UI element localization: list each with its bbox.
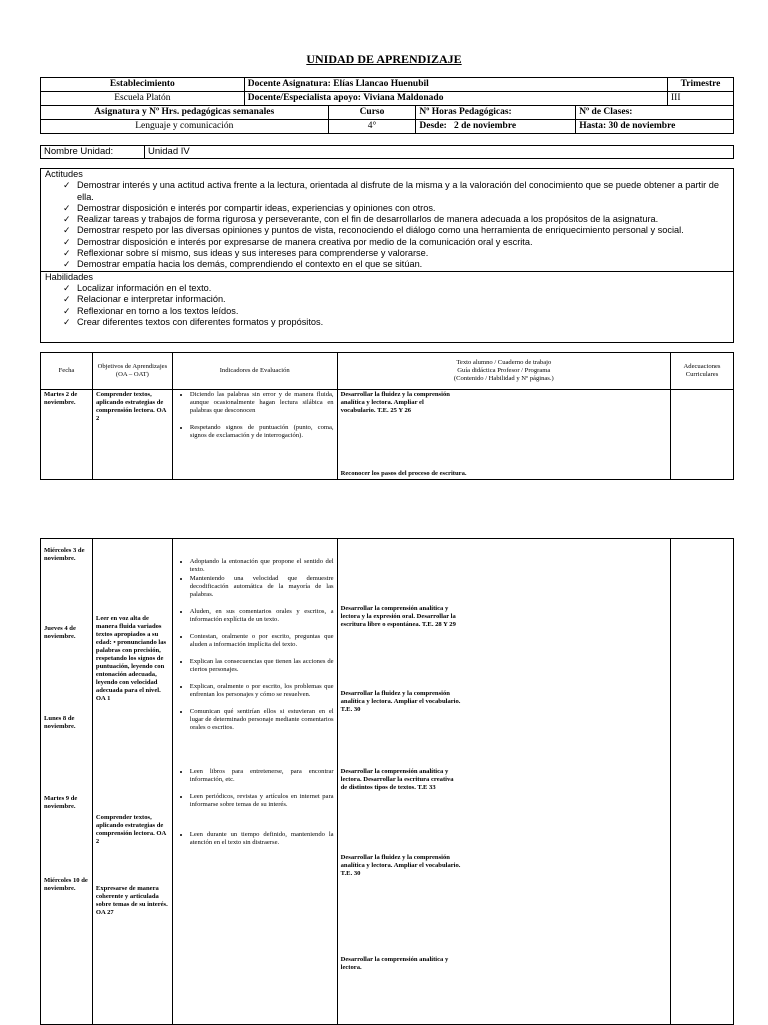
indicadores-header: Indicadores de Evaluación [172, 353, 337, 390]
indicador-item: • Explican las consecuencias que tienen las acciones de ciertos personajes. [190, 658, 334, 674]
especialista-label: Docente/Especialista apoyo: [247, 93, 361, 103]
habilidad-item: ✓ Crear diferentes textos con diferentes formatos y propósitos. [63, 317, 727, 328]
indicador-item: • Leen durante un tiempo definido, manteniendo la atención en el texto sin distraerse. [190, 831, 334, 847]
texto-entry: Desarrollar la fluidez y la comprensión analítica y lectora. Ampliar el vocabulario. T.E. 30 [340, 854, 461, 877]
actitud-item: ✓ Demostrar empatía hacia los demás, comprendiendo el contexto en el que se sitúan. [63, 259, 727, 270]
texto-item: Reconocer los pasos del proceso de escritura. [340, 470, 467, 477]
curso-label: Curso [328, 106, 416, 120]
texto-header-line: (Contenido / Habilidad y Nº páginas.) [453, 375, 554, 382]
actitud-item: ✓ Realizar tareas y trabajos de forma rigurosa y perseverante, con el fin de desarrollarlos de manera adecuada a los propósitos de la asignatura. [63, 214, 727, 225]
indicador-item: • Leen libros para entretenerse, para encontrar información, etc. [190, 768, 334, 784]
actitud-item: ✓ Demostrar respeto por las diversas opiniones y puntos de vista, reconociendo el diálogo como una herramienta de enriquecimiento personal y social. [63, 225, 727, 236]
desde-value: 2 de noviembre [453, 121, 517, 131]
actitud-item: ✓ Demostrar disposición e interés por compartir ideas, experiencias y opiniones con otros. [63, 203, 727, 214]
texto-entry: Desarrollar la comprensión analítica y lectora y la expresión oral. Desarrollar la escritura libre o espontánea. T.E. 28 Y 29 [340, 605, 456, 628]
texto-header-line: Texto alumno / Cuaderno de trabajo [456, 359, 552, 366]
unit-value: Unidad IV [145, 146, 734, 159]
texto-entry: Desarrollar la comprensión analítica y lectora. [340, 956, 449, 971]
indicador-item: • Comunican qué sentirían ellos si estuvieran en el lugar de determinado personaje mediante comentarios orales o escritos. [190, 708, 334, 732]
texto-entry: Desarrollar la fluidez y la comprensión analítica y lectora. Ampliar el vocabulario. T.E. 30 [340, 690, 461, 713]
clases-label: Nº de Clases: [576, 106, 734, 120]
habilidad-item: ✓ Reflexionar en torno a los textos leídos. [63, 306, 727, 317]
texto-header [337, 353, 670, 390]
hasta-cell [576, 120, 734, 134]
info-table [40, 77, 734, 134]
objetivos-cell [92, 539, 172, 1025]
indicadores-list [176, 391, 334, 440]
docente-label: Docente Asignatura: [247, 79, 331, 89]
objetivo-entry: Comprender textos, aplicando estrategias de comprensión lectora. OA 2 [95, 814, 166, 845]
fecha-cell: Martes 2 de noviembre. [41, 390, 93, 480]
indicador-item: • Explican, oralmente o por escrito, los problemas que enfrentan los personajes y cómo se resuelven. [190, 683, 334, 699]
indicador-item: • Manteniendo una velocidad que demuestre decodificación automática de la mayoría de las palabras. [190, 575, 334, 599]
especialista-cell [244, 92, 667, 106]
hasta-value: 30 de noviembre [608, 121, 676, 131]
habilidad-item: ✓ Relacionar e interpretar información. [63, 294, 727, 305]
docente-value: Elías Llancao Huenubil [333, 79, 429, 89]
texto-cell [337, 390, 670, 480]
indicador-item: • Diciendo las palabras sin error y de manera fluida, aunque ocasionalmente hagan lectura silábica en palabras que desconocen [190, 391, 334, 415]
indicador-item: • Aluden, en sus comentarios orales y escritos, a información explícita de un texto. [190, 608, 334, 624]
competencies-box [40, 168, 734, 343]
fecha-entry: Martes 9 de noviembre. [44, 795, 78, 810]
textos-cell [337, 539, 670, 1025]
objetivo-entry: Leer en voz alta de manera fluida variados textos apropiados a su edad: • pronunciando las palabras con precisión, respetando los signos de puntuación, leyendo con entonación adecuada, leyendo con velocidad adecuada para el nivel. OA 1 [95, 615, 167, 702]
escuela-value: Escuela Platón [41, 92, 245, 106]
fecha-header: Fecha [41, 353, 93, 390]
adecuaciones-header: Adecuaciones Curriculares [671, 353, 734, 390]
adecuaciones-cell [671, 539, 734, 1025]
fecha-entry: Miércoles 3 de noviembre. [44, 547, 85, 562]
unit-label: Nombre Unidad: [41, 146, 145, 159]
plan-table-2 [40, 538, 734, 1025]
actitud-item: ✓ Demostrar disposición e interés por expresarse de manera creativa por medio de la comunicación oral y escrita. [63, 237, 727, 248]
habilidades-heading: Habilidades [41, 271, 733, 283]
texto-header-line: Guía didáctica Profesor / Programa [457, 367, 551, 374]
trimestre-label: Trimestre [668, 78, 734, 92]
fecha-entry: Miércoles 10 de noviembre. [44, 877, 88, 892]
adecuaciones-cell [671, 390, 734, 480]
indicador-item: • Leen periódicos, revistas y artículos en internet para informarse sobre temas de su interés. [190, 793, 334, 809]
fechas-cell [41, 539, 93, 1025]
objetivo-cell: Comprender textos, aplicando estrategias de comprensión lectora. OA 2 [92, 390, 172, 480]
fecha-entry: Jueves 4 de noviembre. [44, 625, 76, 640]
indicadores-cell [172, 390, 337, 480]
habilidad-item: ✓ Localizar información en el texto. [63, 283, 727, 294]
page-title: UNIDAD DE APRENDIZAJE [306, 52, 462, 66]
indicador-item: • Respetando signos de puntuación (punto, coma, signos de exclamación y de interrogación). [190, 424, 334, 440]
objetivos-header: Objetivos de Aprendizajes (OA – OAT) [92, 353, 172, 390]
texto-entry: Desarrollar la comprensión analítica y lectora. Desarrollar la escritura creativa de distintos tipos de textos. T.E 33 [340, 768, 454, 791]
objetivo-entry: Expresarse de manera coherente y articulada sobre temas de su interés. OA 27 [95, 885, 168, 916]
unit-table [40, 145, 734, 159]
fecha-entry: Lunes 8 de noviembre. [44, 715, 76, 730]
texto-item: Desarrollar la fluidez y la comprensión analítica y lectora. Ampliar el vocabulario. T.E. 25 Y 26 [340, 391, 450, 414]
actitud-item: ✓ Reflexionar sobre sí mismo, sus ideas y sus intereses para comprenderse y valorarse. [63, 248, 727, 259]
asignatura-value: Lenguaje y comunicación [41, 120, 329, 134]
asignatura-label: Asignatura y Nº Hrs. pedagógicas semanales [41, 106, 329, 120]
indicador-item: • Adoptando la entonación que propone el sentido del texto. [190, 558, 334, 574]
horas-label: Nº Horas Pedagógicas: [416, 106, 576, 120]
actitudes-heading: Actitudes [45, 169, 83, 179]
actitudes-list [41, 180, 733, 270]
especialista-value: Viviana Maldonado [363, 93, 444, 103]
curso-value: 4° [328, 120, 416, 134]
trimestre-value: III [668, 92, 734, 106]
plan-table-1 [40, 352, 734, 480]
habilidades-list [41, 283, 733, 342]
indicador-item: • Contestan, oralmente o por escrito, preguntas que aluden a información implícita del texto. [190, 633, 334, 649]
indicadores-cell [172, 539, 337, 1025]
docente-cell [244, 78, 667, 92]
desde-label: Desde: [419, 121, 447, 131]
hasta-label: Hasta: [579, 121, 607, 131]
actitud-item: ✓ Demostrar interés y una actitud activa frente a la lectura, orientada al disfrute de la misma y a la valoración del conocimiento que se puede obtener a partir de ella. [63, 180, 727, 203]
desde-cell [416, 120, 576, 134]
indicadores-list [176, 558, 334, 847]
establecimiento-label: Establecimiento [41, 78, 245, 92]
